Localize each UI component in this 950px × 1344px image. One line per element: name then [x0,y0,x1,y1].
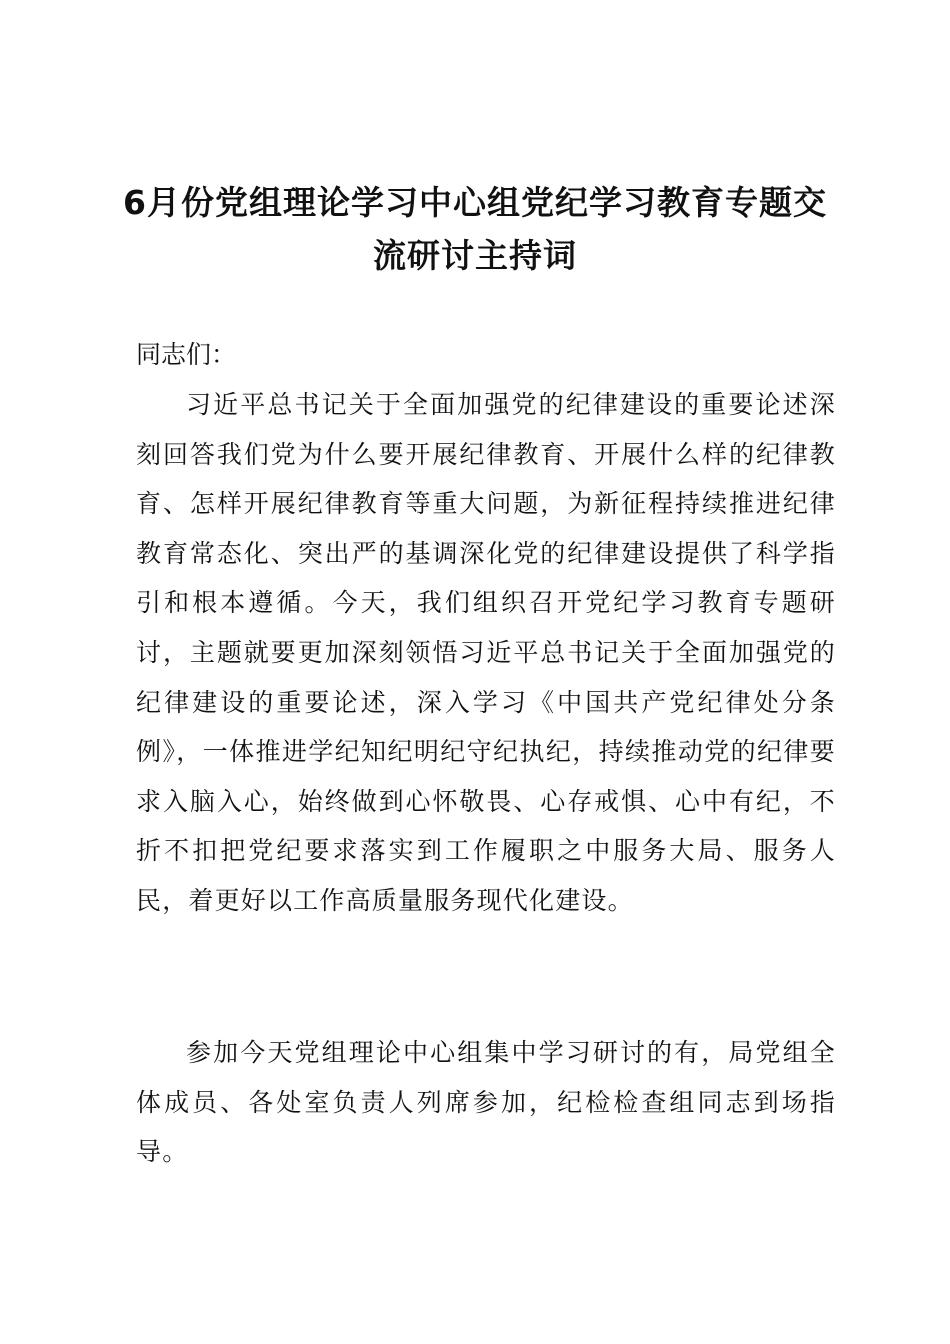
body-paragraph-2: 参加今天党组理论中心组集中学习研讨的有，局党组全体成员、各处室负责人列席参加，纪检检查组同志到场指导。 [136,1038,836,1167]
body-paragraph-1: 习近平总书记关于全面加强党的纪律建设的重要论述深刻回答我们党为什么要开展纪律教育、开展什么样的纪律教育、怎样开展纪律教育等重大问题，为新征程持续推进纪律教育常态化、突出严的基调深化党的纪律建设提供了科学指引和根本遵循。今天，我们组织召开党纪学习教育专题研讨，主题就要更加深刻领悟习近平总书记关于全面加强党的纪律建设的重要论述，深入学习《中国共产党纪律处分条例》，一体推进学纪知纪明纪守纪执纪，持续推动党的纪律要求入脑入心，始终做到心怀敬畏、心存戒惧、心中有纪，不折不扣把党纪要求落实到工作履职之中服务大局、服务人民，着更好以工作高质量服务现代化建设。 [136,390,836,915]
salutation: 同志们： [136,340,237,369]
document-title: 6月份党组理论学习中心组党纪学习教育专题交流研讨主持词 [123,183,827,275]
